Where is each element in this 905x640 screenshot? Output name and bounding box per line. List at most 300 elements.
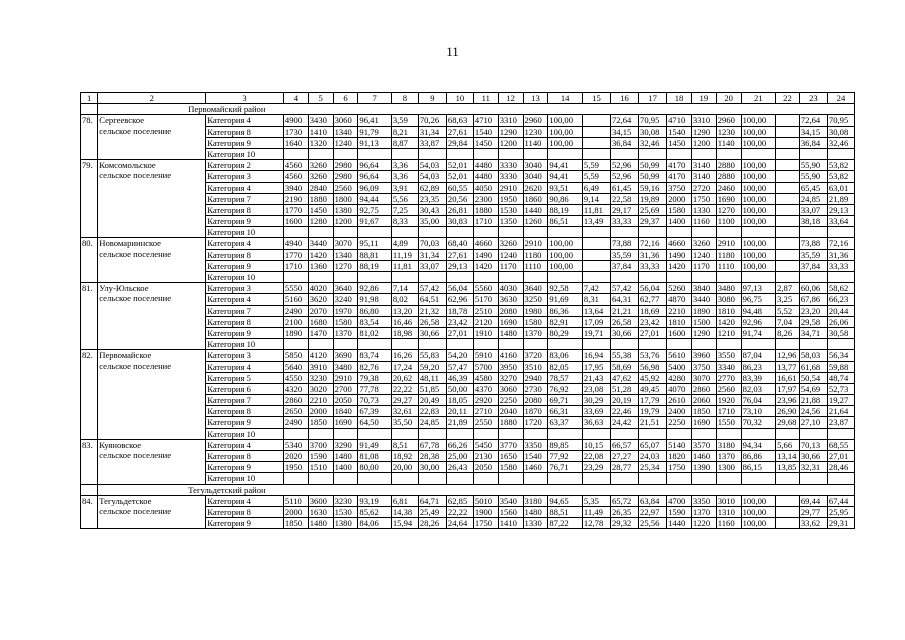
value-cell: 4370 xyxy=(473,383,498,394)
value-cell: 1220 xyxy=(691,518,716,529)
value-cell: 3620 xyxy=(308,294,333,305)
value-cell xyxy=(667,227,692,238)
value-cell: 6,81 xyxy=(391,495,418,506)
value-cell: 2710 xyxy=(473,406,498,417)
header-cell: 9 xyxy=(418,93,446,104)
value-cell: 1750 xyxy=(473,518,498,529)
value-cell: 91,98 xyxy=(358,294,391,305)
value-cell: 4120 xyxy=(308,350,333,361)
value-cell: 23,29 xyxy=(582,462,610,473)
value-cell: 30,83 xyxy=(446,216,473,227)
value-cell: 1690 xyxy=(691,417,716,428)
header-cell: 4 xyxy=(283,93,308,104)
value-cell: 56,98 xyxy=(639,361,667,372)
settlement-name xyxy=(98,350,206,440)
value-cell: 1590 xyxy=(308,451,333,462)
value-cell xyxy=(610,272,638,283)
value-cell: 1410 xyxy=(498,518,523,529)
category-cell: Категория 8 xyxy=(206,249,284,260)
value-cell: 58,62 xyxy=(827,283,854,294)
value-cell: 19,71 xyxy=(582,327,610,338)
value-cell: 4710 xyxy=(667,115,692,126)
value-cell xyxy=(716,272,741,283)
value-cell: 23,35 xyxy=(418,193,446,204)
value-cell: 4320 xyxy=(283,383,308,394)
value-cell: 16,61 xyxy=(776,372,800,383)
table-row xyxy=(81,283,855,294)
value-cell xyxy=(610,473,638,484)
value-cell xyxy=(776,182,800,193)
value-cell: 1730 xyxy=(283,126,308,137)
value-cell: 4280 xyxy=(667,372,692,383)
value-cell: 3230 xyxy=(308,372,333,383)
value-cell: 1310 xyxy=(716,506,741,517)
table-row xyxy=(81,238,855,249)
value-cell: 1580 xyxy=(333,316,358,327)
value-cell: 5560 xyxy=(473,283,498,294)
value-cell xyxy=(582,428,610,439)
value-cell: 33,33 xyxy=(639,260,667,271)
value-cell xyxy=(610,148,638,159)
settlement-name-line: Комсомольское xyxy=(99,160,156,171)
value-cell: 88,81 xyxy=(358,249,391,260)
value-cell: 1980 xyxy=(523,305,548,316)
value-cell: 2860 xyxy=(691,383,716,394)
value-cell: 2510 xyxy=(473,305,498,316)
value-cell xyxy=(498,473,523,484)
value-cell: 20,11 xyxy=(446,406,473,417)
category-cell: Категория 8 xyxy=(206,451,284,462)
value-cell: 16,94 xyxy=(582,350,610,361)
value-cell: 2,87 xyxy=(776,283,800,294)
value-cell: 5110 xyxy=(283,495,308,506)
value-cell: 3350 xyxy=(523,439,548,450)
value-cell: 3070 xyxy=(691,372,716,383)
settlement-name-line: Новомариинское xyxy=(99,238,161,249)
value-cell: 1810 xyxy=(667,316,692,327)
value-cell: 22,46 xyxy=(610,406,638,417)
value-cell: 2300 xyxy=(473,193,498,204)
value-cell: 2700 xyxy=(333,383,358,394)
category-cell: Категория 9 xyxy=(206,327,284,338)
value-cell: 11,81 xyxy=(391,260,418,271)
value-cell: 63,84 xyxy=(639,495,667,506)
value-cell xyxy=(582,126,610,137)
value-cell xyxy=(523,473,548,484)
value-cell: 1530 xyxy=(333,506,358,517)
value-cell: 35,59 xyxy=(799,249,827,260)
value-cell: 37,84 xyxy=(799,260,827,271)
value-cell: 4560 xyxy=(283,160,308,171)
value-cell: 36,84 xyxy=(610,137,638,148)
value-cell: 68,40 xyxy=(446,238,473,249)
value-cell: 27,01 xyxy=(639,327,667,338)
value-cell xyxy=(741,272,776,283)
value-cell: 1460 xyxy=(691,451,716,462)
value-cell: 2910 xyxy=(498,182,523,193)
value-cell: 23,42 xyxy=(639,316,667,327)
value-cell: 5,66 xyxy=(776,439,800,450)
value-cell: 1550 xyxy=(716,417,741,428)
value-cell: 1230 xyxy=(523,126,548,137)
value-cell: 1300 xyxy=(716,462,741,473)
value-cell: 18,92 xyxy=(391,451,418,462)
value-cell xyxy=(418,227,446,238)
value-cell: 3250 xyxy=(523,294,548,305)
value-cell xyxy=(582,473,610,484)
value-cell: 2080 xyxy=(523,395,548,406)
value-cell xyxy=(776,148,800,159)
value-cell: 1100 xyxy=(716,216,741,227)
category-cell: Категория 8 xyxy=(206,316,284,327)
value-cell: 2120 xyxy=(473,316,498,327)
value-cell: 55,38 xyxy=(610,350,638,361)
value-cell: 1180 xyxy=(716,249,741,260)
value-cell xyxy=(523,339,548,350)
value-cell: 24,64 xyxy=(446,518,473,529)
value-cell: 1320 xyxy=(308,137,333,148)
value-cell: 1530 xyxy=(498,204,523,215)
value-cell: 3040 xyxy=(523,171,548,182)
value-cell: 1720 xyxy=(523,417,548,428)
value-cell: 30,08 xyxy=(827,126,854,137)
value-cell: 1560 xyxy=(498,506,523,517)
value-cell: 13,77 xyxy=(776,361,800,372)
value-cell: 32,46 xyxy=(639,137,667,148)
value-cell: 2880 xyxy=(716,171,741,182)
value-cell: 1330 xyxy=(523,518,548,529)
value-cell: 100,00 xyxy=(741,126,776,137)
value-cell: 54,20 xyxy=(446,350,473,361)
value-cell: 32,31 xyxy=(799,462,827,473)
value-cell: 1290 xyxy=(691,327,716,338)
header-cell: 6 xyxy=(333,93,358,104)
value-cell: 1880 xyxy=(308,193,333,204)
entry-number: 84. xyxy=(81,495,98,529)
value-cell xyxy=(582,260,610,271)
value-cell: 80,00 xyxy=(358,462,391,473)
value-cell: 1840 xyxy=(333,406,358,417)
value-cell: 1680 xyxy=(308,316,333,327)
settlement-name xyxy=(98,238,206,283)
value-cell: 27,61 xyxy=(446,249,473,260)
value-cell xyxy=(741,148,776,159)
settlement-name-line: сельское поселение xyxy=(99,170,172,181)
value-cell: 2840 xyxy=(308,182,333,193)
value-cell: 3260 xyxy=(308,160,333,171)
value-cell: 3,91 xyxy=(391,182,418,193)
value-cell xyxy=(582,272,610,283)
value-cell xyxy=(639,473,667,484)
value-cell: 1540 xyxy=(523,451,548,462)
settlement-name xyxy=(98,495,206,529)
value-cell: 69,71 xyxy=(548,395,583,406)
header-cell: 15 xyxy=(582,93,610,104)
value-cell: 1540 xyxy=(473,126,498,137)
value-cell: 100,00 xyxy=(741,193,776,204)
value-cell: 1370 xyxy=(716,451,741,462)
value-cell: 3,25 xyxy=(776,294,800,305)
value-cell: 76,04 xyxy=(741,395,776,406)
value-cell: 1890 xyxy=(691,305,716,316)
value-cell: 14,38 xyxy=(391,506,418,517)
value-cell xyxy=(799,428,827,439)
value-cell: 1270 xyxy=(716,204,741,215)
value-cell: 2720 xyxy=(691,182,716,193)
value-cell: 94,48 xyxy=(741,305,776,316)
value-cell: 94,65 xyxy=(548,495,583,506)
value-cell: 2620 xyxy=(523,182,548,193)
value-cell: 5340 xyxy=(283,439,308,450)
value-cell: 8,33 xyxy=(391,216,418,227)
value-cell: 65,45 xyxy=(799,182,827,193)
value-cell xyxy=(691,339,716,350)
value-cell: 69,44 xyxy=(799,495,827,506)
value-cell: 1380 xyxy=(333,204,358,215)
value-cell: 62,96 xyxy=(446,294,473,305)
value-cell: 23,20 xyxy=(799,305,827,316)
value-cell: 29,68 xyxy=(776,417,800,428)
value-cell: 67,78 xyxy=(418,439,446,450)
value-cell xyxy=(776,249,800,260)
value-cell: 61,45 xyxy=(610,182,638,193)
settlement-name xyxy=(98,160,206,238)
value-cell: 100,00 xyxy=(741,137,776,148)
value-cell: 3060 xyxy=(333,115,358,126)
value-cell: 2650 xyxy=(283,406,308,417)
header-cell: 23 xyxy=(799,93,827,104)
value-cell: 13,14 xyxy=(776,451,800,462)
category-cell: Категория 8 xyxy=(206,506,284,517)
value-cell xyxy=(548,473,583,484)
value-cell: 3270 xyxy=(498,372,523,383)
value-cell: 30,08 xyxy=(639,126,667,137)
value-cell: 2050 xyxy=(473,462,498,473)
value-cell: 29,13 xyxy=(827,204,854,215)
value-cell: 50,00 xyxy=(446,383,473,394)
category-cell: Категория 10 xyxy=(206,272,284,283)
category-cell: Категория 4 xyxy=(206,439,284,450)
value-cell: 50,99 xyxy=(639,171,667,182)
value-cell: 23,08 xyxy=(582,383,610,394)
value-cell xyxy=(776,272,800,283)
value-cell: 65,07 xyxy=(639,439,667,450)
value-cell xyxy=(667,148,692,159)
value-cell: 2190 xyxy=(283,193,308,204)
value-cell: 29,32 xyxy=(610,518,638,529)
value-cell: 1950 xyxy=(283,462,308,473)
value-cell: 22,58 xyxy=(610,193,638,204)
value-cell: 55,90 xyxy=(799,160,827,171)
value-cell: 1920 xyxy=(716,395,741,406)
value-cell: 50,99 xyxy=(639,160,667,171)
value-cell xyxy=(498,339,523,350)
value-cell: 70,32 xyxy=(741,417,776,428)
settlement-name-line: сельское поселение xyxy=(99,450,172,461)
value-cell: 2490 xyxy=(283,417,308,428)
value-cell: 7,42 xyxy=(582,283,610,294)
value-cell xyxy=(582,148,610,159)
value-cell: 53,82 xyxy=(827,171,854,182)
value-cell: 70,03 xyxy=(418,238,446,249)
value-cell: 65,72 xyxy=(610,495,638,506)
value-cell: 1480 xyxy=(523,506,548,517)
value-cell: 1850 xyxy=(691,406,716,417)
value-cell: 3630 xyxy=(498,294,523,305)
value-cell: 54,03 xyxy=(418,171,446,182)
header-cell: 22 xyxy=(776,93,800,104)
value-cell: 4170 xyxy=(667,171,692,182)
value-cell xyxy=(333,272,358,283)
value-cell: 3910 xyxy=(308,361,333,372)
value-cell: 58,03 xyxy=(799,350,827,361)
value-cell: 1400 xyxy=(333,462,358,473)
value-cell: 8,26 xyxy=(776,327,800,338)
value-cell: 1710 xyxy=(716,406,741,417)
category-cell: Категория 4 xyxy=(206,182,284,193)
value-cell xyxy=(639,428,667,439)
value-cell: 1820 xyxy=(667,451,692,462)
settlement-name-line: сельское поселение xyxy=(99,248,172,259)
value-cell: 76,71 xyxy=(548,462,583,473)
value-cell: 29,37 xyxy=(639,216,667,227)
category-cell: Категория 3 xyxy=(206,283,284,294)
value-cell xyxy=(827,148,854,159)
value-cell: 4480 xyxy=(473,160,498,171)
value-cell xyxy=(827,473,854,484)
value-cell xyxy=(283,272,308,283)
value-cell: 96,75 xyxy=(741,294,776,305)
value-cell: 1350 xyxy=(498,216,523,227)
value-cell: 5260 xyxy=(667,283,692,294)
value-cell: 52,01 xyxy=(446,160,473,171)
value-cell: 5700 xyxy=(473,361,498,372)
value-cell xyxy=(582,249,610,260)
entry-number: 80. xyxy=(81,238,98,283)
value-cell: 33,07 xyxy=(799,204,827,215)
value-cell xyxy=(418,473,446,484)
value-cell: 73,88 xyxy=(799,238,827,249)
value-cell: 84,06 xyxy=(358,518,391,529)
value-cell: 86,51 xyxy=(548,216,583,227)
value-cell: 2250 xyxy=(667,417,692,428)
value-cell: 28,46 xyxy=(827,462,854,473)
value-cell xyxy=(498,148,523,159)
district-spacer xyxy=(81,104,98,115)
value-cell xyxy=(716,148,741,159)
value-cell: 13,20 xyxy=(391,305,418,316)
value-cell: 1420 xyxy=(716,316,741,327)
value-cell: 91,67 xyxy=(358,216,391,227)
header-cell: 1 xyxy=(81,93,98,104)
value-cell: 23,42 xyxy=(446,316,473,327)
value-cell: 93,51 xyxy=(548,182,583,193)
value-cell: 57,42 xyxy=(418,283,446,294)
value-cell: 56,04 xyxy=(446,283,473,294)
entry-number: 83. xyxy=(81,439,98,484)
value-cell: 1200 xyxy=(691,137,716,148)
value-cell: 62,89 xyxy=(418,182,446,193)
value-cell: 3040 xyxy=(523,160,548,171)
value-cell: 8,31 xyxy=(582,294,610,305)
value-cell: 17,09 xyxy=(582,316,610,327)
value-cell: 1270 xyxy=(333,260,358,271)
header-cell: 13 xyxy=(523,93,548,104)
value-cell: 81,08 xyxy=(358,451,391,462)
value-cell xyxy=(358,473,391,484)
value-cell xyxy=(691,473,716,484)
value-cell xyxy=(358,428,391,439)
district-row xyxy=(81,484,855,495)
value-cell: 1290 xyxy=(498,126,523,137)
value-cell xyxy=(691,272,716,283)
value-cell xyxy=(639,148,667,159)
value-cell: 1580 xyxy=(523,316,548,327)
value-cell xyxy=(716,339,741,350)
value-cell: 20,00 xyxy=(391,462,418,473)
value-cell: 2100 xyxy=(283,316,308,327)
value-cell: 73,10 xyxy=(741,406,776,417)
value-cell: 3440 xyxy=(308,238,333,249)
value-cell: 15,94 xyxy=(391,518,418,529)
value-cell: 17,97 xyxy=(776,383,800,394)
value-cell: 30,00 xyxy=(418,462,446,473)
value-cell xyxy=(418,339,446,350)
value-cell: 3430 xyxy=(308,115,333,126)
value-cell xyxy=(582,227,610,238)
district-name: Тегульдетский район xyxy=(98,484,855,495)
header-cell: 2 xyxy=(98,93,206,104)
value-cell xyxy=(548,339,583,350)
value-cell: 1290 xyxy=(691,126,716,137)
value-cell: 3260 xyxy=(308,171,333,182)
value-cell: 88,19 xyxy=(548,204,583,215)
value-cell xyxy=(582,115,610,126)
value-cell: 33,69 xyxy=(582,406,610,417)
value-cell: 26,58 xyxy=(610,316,638,327)
value-cell xyxy=(776,204,800,215)
value-cell: 2050 xyxy=(333,395,358,406)
header-cell: 7 xyxy=(358,93,391,104)
value-cell: 2460 xyxy=(716,182,741,193)
value-cell: 1770 xyxy=(283,249,308,260)
value-cell xyxy=(691,428,716,439)
value-cell: 59,20 xyxy=(418,361,446,372)
value-cell xyxy=(473,428,498,439)
value-cell: 1420 xyxy=(667,260,692,271)
value-cell xyxy=(799,272,827,283)
value-cell xyxy=(639,227,667,238)
value-cell: 83,06 xyxy=(548,350,583,361)
value-cell: 53,76 xyxy=(639,350,667,361)
value-cell: 82,03 xyxy=(741,383,776,394)
value-cell: 52,73 xyxy=(827,383,854,394)
value-cell xyxy=(741,339,776,350)
value-cell: 3180 xyxy=(523,495,548,506)
value-cell: 1200 xyxy=(333,216,358,227)
value-cell: 55,83 xyxy=(418,350,446,361)
value-cell: 20,56 xyxy=(446,193,473,204)
value-cell xyxy=(776,495,800,506)
value-cell: 100,00 xyxy=(741,160,776,171)
value-cell xyxy=(610,339,638,350)
value-cell: 100,00 xyxy=(741,204,776,215)
value-cell xyxy=(446,473,473,484)
value-cell xyxy=(523,272,548,283)
value-cell: 70,13 xyxy=(799,439,827,450)
category-cell: Категория 8 xyxy=(206,406,284,417)
header-row xyxy=(81,93,855,104)
